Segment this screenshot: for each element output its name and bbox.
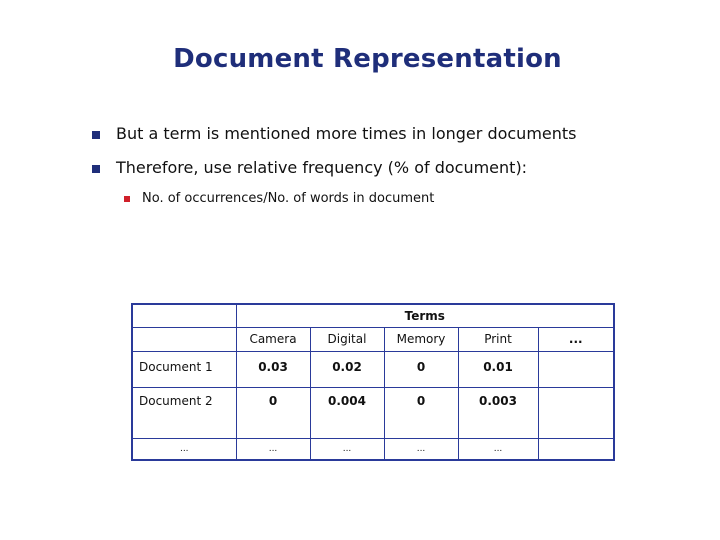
bullet-list	[92, 122, 577, 210]
terms-group-header: Terms	[236, 304, 614, 328]
table-cell: 0	[384, 388, 458, 439]
square-bullet-icon	[92, 131, 100, 139]
table-cell: 0.004	[310, 388, 384, 439]
bullet-item	[92, 156, 577, 180]
table-cell: 0.03	[236, 352, 310, 388]
table-cell	[132, 304, 236, 328]
square-bullet-icon	[92, 165, 100, 173]
table-cell: ...	[458, 439, 538, 461]
table-cell	[538, 439, 614, 461]
row-label: Document 2	[132, 388, 236, 439]
sub-bullet-item	[92, 188, 577, 210]
column-header: Print	[458, 328, 538, 352]
column-header: Camera	[236, 328, 310, 352]
bullet-text: But a term is mentioned more times in longer documents	[116, 124, 577, 143]
bullet-item	[92, 122, 577, 146]
sub-bullet-text: No. of occurrences/No. of words in document	[142, 191, 435, 206]
table-cell: ...	[310, 439, 384, 461]
column-header: Digital	[310, 328, 384, 352]
table-cell: 0.003	[458, 388, 538, 439]
table-cell	[538, 388, 614, 439]
table-group-header-row	[132, 304, 614, 328]
table-cell	[538, 352, 614, 388]
table-cell: 0.01	[458, 352, 538, 388]
column-header: Memory	[384, 328, 458, 352]
table-cell	[132, 328, 236, 352]
table-cell: ...	[384, 439, 458, 461]
bullet-text: Therefore, use relative frequency (% of document):	[116, 158, 528, 177]
table-header-row	[132, 328, 614, 352]
table-cell: ...	[236, 439, 310, 461]
row-label: ...	[132, 439, 236, 461]
square-bullet-icon	[124, 196, 130, 202]
term-frequency-table	[131, 303, 615, 461]
table-row	[132, 439, 614, 461]
table-cell: 0.02	[310, 352, 384, 388]
table-cell: 0	[236, 388, 310, 439]
table-cell: 0	[384, 352, 458, 388]
table-row	[132, 352, 614, 388]
slide-title: Document Representation	[173, 44, 562, 74]
table-row	[132, 388, 614, 439]
column-header: ...	[538, 328, 614, 352]
row-label: Document 1	[132, 352, 236, 388]
